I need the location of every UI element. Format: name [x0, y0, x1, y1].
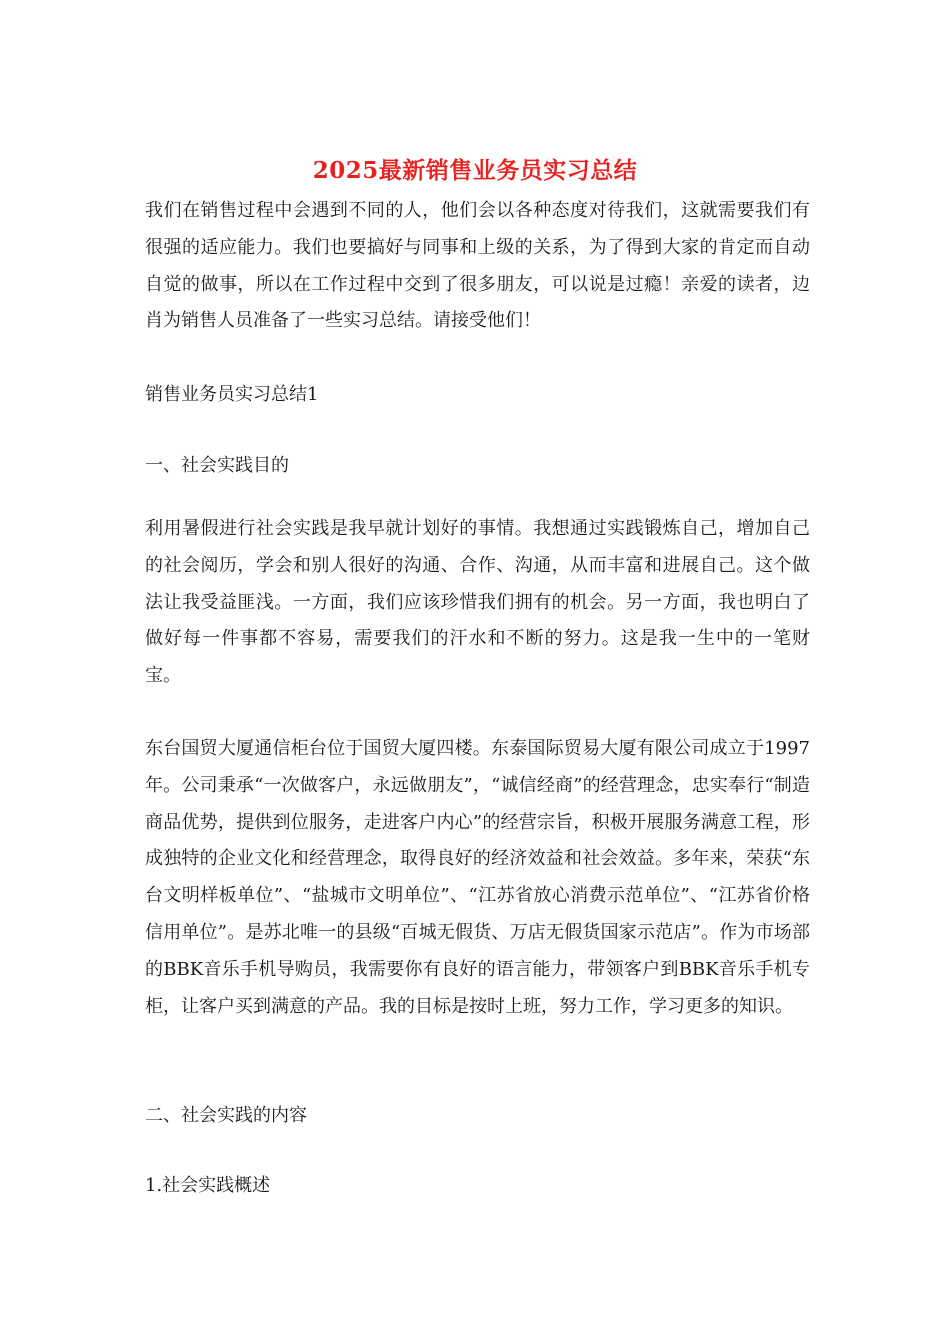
heading-overview: 1.社会实践概述: [145, 1175, 271, 1196]
heading-content: 二、社会实践的内容: [145, 1105, 307, 1126]
intro-paragraph: 我们在销售过程中会遇到不同的人，他们会以各种态度对待我们，这就需要我们有很强的适应能力。我们也要搞好与同事和上级的关系，为了得到大家的肯定而自动自觉的做事，所以在工作过程中交到了很多朋友，可以说是过瘾！亲爱的读者，边肖为销售人员准备了一些实习总结。请接受他们！: [145, 200, 810, 332]
document-title: 2025最新销售业务员实习总结: [312, 157, 638, 184]
purpose-paragraph: 利用暑假进行社会实践是我早就计划好的事情。我想通过实践锻炼自己，增加自己的社会阅历，学会和别人很好的沟通、合作、沟通，从而丰富和进展自己。这个做法让我受益匪浅。一方面，我们应该珍惜我们拥有的机会。另一方面，我也明白了做好每一件事都不容易，需要我们的汗水和不断的努力。这是我一生中的一笔财宝。: [145, 518, 810, 687]
company-paragraph: 东台国贸大厦通信柜台位于国贸大厦四楼。东泰国际贸易大厦有限公司成立于1997年。公司秉承“一次做客户，永远做朋友”，“诚信经商”的经营理念，忠实奉行“制造商品优势，提供到位服务，走进客户内心”的经营宗旨，积极开展服务满意工程，形成独特的企业文化和经营理念，取得良好的经济效益和社会效益。多年来，荣获“东台文明样板单位”、“盐城市文明单位”、“江苏省放心消费示范单位”、“江苏省价格信用单位”。是苏北唯一的县级“百城无假货、万店无假货国家示范店”。作为市场部的BBK音乐手机导购员，我需要你有良好的语言能力，带领客户到BBK音乐手机专柜，让客户买到满意的产品。我的目标是按时上班，努力工作，学习更多的知识。: [145, 738, 810, 1017]
section-title: 销售业务员实习总结1: [145, 384, 319, 405]
heading-purpose: 一、社会实践目的: [145, 455, 289, 476]
